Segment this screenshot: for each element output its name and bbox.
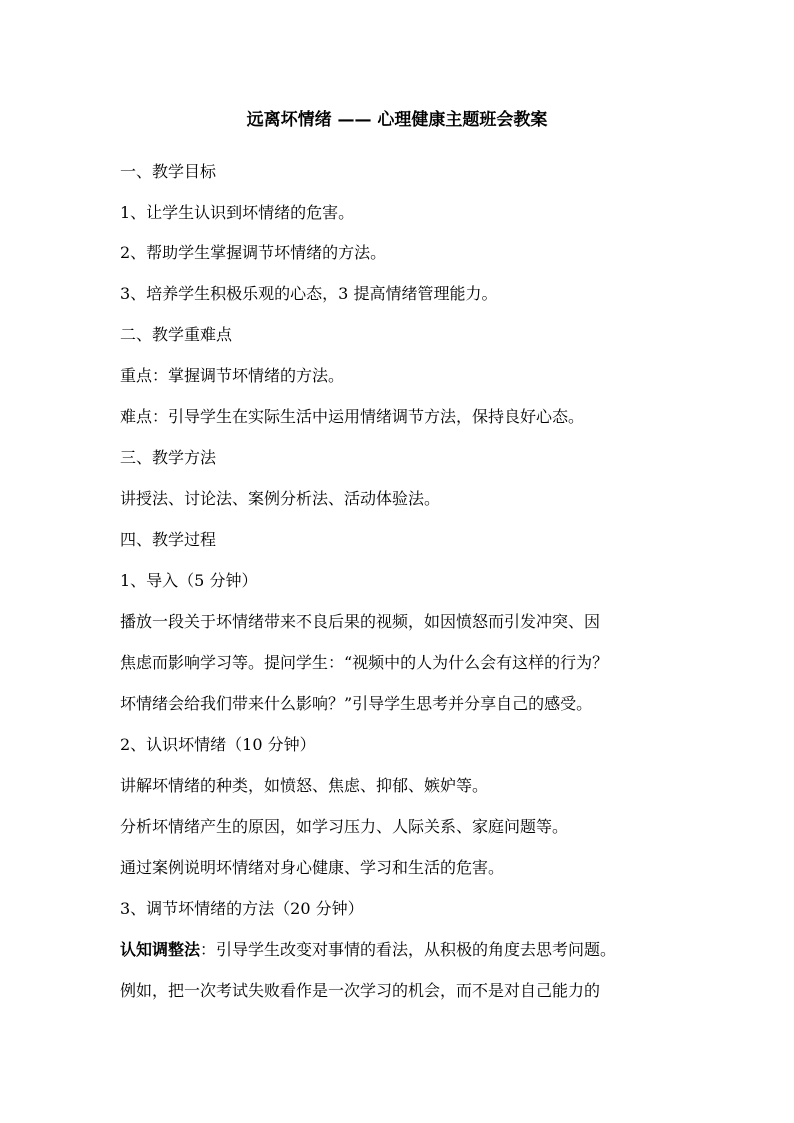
paragraph-line: 例如，把一次考试失败看作是一次学习的机会，而不是对自己能力的 (120, 981, 601, 1000)
section-heading-objectives: 一、教学目标 (120, 162, 217, 181)
paragraph-line: 坏情绪会给我们带来什么影响？”引导学生思考并分享自己的感受。 (120, 694, 593, 713)
difficulty-item: 难点：引导学生在实际生活中运用情绪调节方法，保持良好心态。 (120, 407, 585, 426)
paragraph-line: 讲解坏情绪的种类，如愤怒、焦虑、抑郁、嫉妒等。 (120, 776, 489, 795)
methods-text: 讲授法、讨论法、案例分析法、活动体验法。 (120, 489, 441, 508)
section-heading-process: 四、教学过程 (120, 530, 217, 549)
objective-item: 1、让学生认识到坏情绪的危害。 (120, 203, 355, 222)
cognitive-method-text: ：引导学生改变对事情的看法，从积极的角度去思考问题。 (200, 940, 617, 959)
process-step-heading: 3、调节坏情绪的方法（20 分钟） (120, 899, 364, 918)
section-heading-key-points: 二、教学重难点 (120, 325, 233, 344)
paragraph-line: 播放一段关于坏情绪带来不良后果的视频，如因愤怒而引发冲突、因 (120, 612, 601, 631)
objective-item: 2、帮助学生掌握调节坏情绪的方法。 (120, 243, 387, 262)
objective-item: 3、培养学生积极乐观的心态，3 提高情绪管理能力。 (120, 284, 498, 303)
cognitive-method-label: 认知调整法 (120, 940, 201, 959)
cognitive-method-line (120, 938, 616, 962)
document-title: 远离坏情绪 —— 心理健康主题班会教案 (246, 110, 548, 130)
process-step-heading: 2、认识坏情绪（10 分钟） (120, 735, 316, 754)
section-heading-methods: 三、教学方法 (120, 448, 217, 467)
key-point-item: 重点：掌握调节坏情绪的方法。 (120, 366, 345, 385)
paragraph-line: 焦虑而影响学习等。提问学生：“视频中的人为什么会有这样的行为？ (120, 653, 609, 672)
paragraph-line: 分析坏情绪产生的原因，如学习压力、人际关系、家庭问题等。 (120, 817, 569, 836)
paragraph-line: 通过案例说明坏情绪对身心健康、学习和生活的危害。 (120, 858, 505, 877)
process-step-heading: 1、导入（5 分钟） (120, 571, 258, 590)
